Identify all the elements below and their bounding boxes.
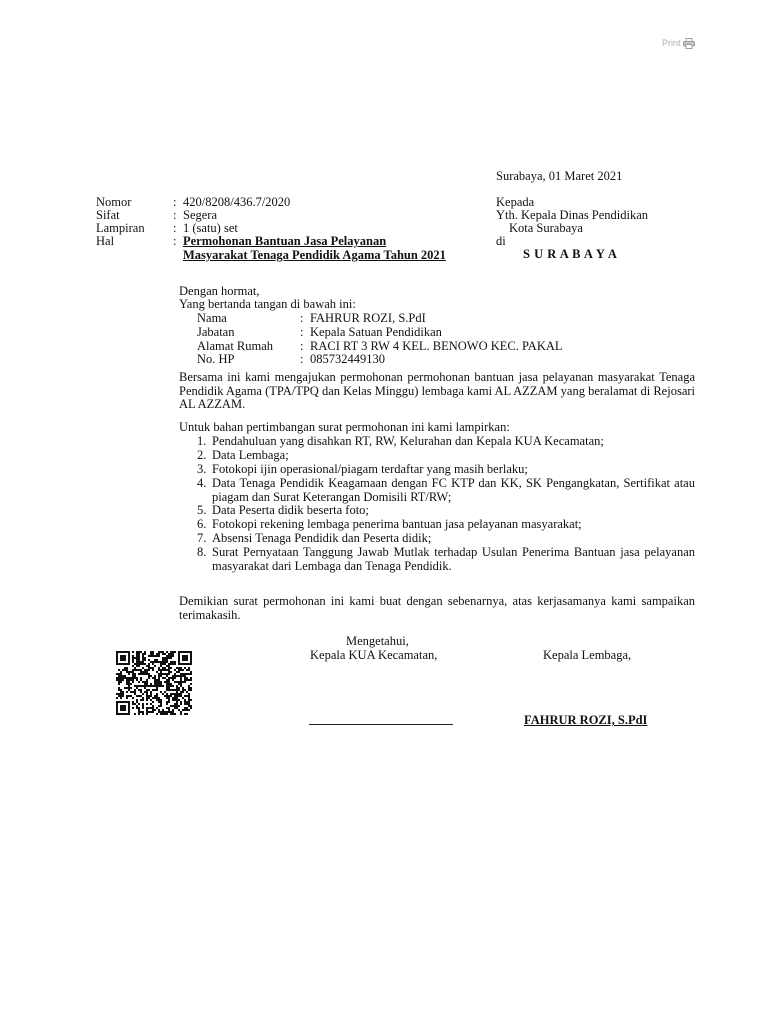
field-value-hal-line1: Permohonan Bantuan Jasa Pelayanan <box>183 234 387 248</box>
sig-lembaga-title: Kepala Lembaga, <box>543 648 632 662</box>
identity-label-jabatan: Jabatan <box>197 325 235 339</box>
list-item <box>197 435 695 449</box>
field-label-nomor: Nomor <box>96 195 132 209</box>
list-text: Data Peserta didik beserta foto; <box>212 503 369 517</box>
attachments-intro: Untuk bahan pertimbangan surat permohonan ini kami lampirkan: <box>179 420 510 434</box>
field-label-sifat: Sifat <box>96 208 120 222</box>
letter-date: Surabaya, 01 Maret 2021 <box>496 169 623 183</box>
list-number: 8. <box>197 545 207 559</box>
identity-value-hp: 085732449130 <box>310 352 385 366</box>
list-text: Surat Pernyataan Tanggung Jawab Mutlak terhadap Usulan Penerima Bantuan jasa pelayanan masyarakat dari Lembaga dan Tenaga Pendidik. <box>212 545 695 573</box>
sig-kua-title: Kepala KUA Kecamatan, <box>310 648 438 662</box>
field-colon: : <box>173 208 177 222</box>
list-text: Data Lembaga; <box>212 448 289 462</box>
list-number: 5. <box>197 503 207 517</box>
closing-paragraph: Demikian surat permohonan ini kami buat dengan sebenarnya, atas kerjasamanya kami sampaikan terimakasih. <box>179 594 695 622</box>
field-colon: : <box>173 195 177 209</box>
recipient-kepada: Kepada <box>496 195 535 209</box>
field-value-lampiran: 1 (satu) set <box>183 221 238 235</box>
list-item <box>197 504 695 518</box>
recipient-di: di <box>496 234 506 248</box>
identity-value-nama: FAHRUR ROZI, S.PdI <box>310 311 426 325</box>
printer-icon <box>683 38 695 49</box>
list-item <box>197 546 695 573</box>
list-number: 6. <box>197 517 207 531</box>
recipient-yth: Yth. Kepala Dinas Pendidikan <box>496 208 649 222</box>
signer-name: FAHRUR ROZI, S.PdI <box>524 713 648 727</box>
list-number: 1. <box>197 434 207 448</box>
salutation: Dengan hormat, <box>179 284 260 298</box>
list-number: 7. <box>197 531 207 545</box>
field-colon: : <box>173 234 177 248</box>
list-number: 2. <box>197 448 207 462</box>
list-item <box>197 532 695 546</box>
sig-mengetahui: Mengetahui, <box>346 634 409 648</box>
identity-colon: : <box>300 311 304 325</box>
identity-label-hp: No. HP <box>197 352 235 366</box>
identity-value-alamat: RACI RT 3 RW 4 KEL. BENOWO KEC. PAKAL <box>310 339 563 353</box>
field-value-sifat: Segera <box>183 208 218 222</box>
list-text: Data Tenaga Pendidik Keagamaan dengan FC KTP dan KK, SK Pengangkatan, Sertifikat atau piagam dan Surat Keterangan Domisili RT/RW; <box>212 476 695 504</box>
list-item <box>197 477 695 504</box>
print-label: Print <box>662 38 681 48</box>
list-text: Fotokopi rekening lembaga penerima bantuan jasa pelayanan masyarakat; <box>212 517 582 531</box>
list-number: 4. <box>197 476 207 490</box>
list-item <box>197 518 695 532</box>
identity-label-nama: Nama <box>197 311 227 325</box>
identity-colon: : <box>300 352 304 366</box>
identity-colon: : <box>300 325 304 339</box>
list-text: Absensi Tenaga Pendidik dan Peserta didik; <box>212 531 432 545</box>
identity-label-alamat: Alamat Rumah <box>197 339 274 353</box>
identity-colon: : <box>300 339 304 353</box>
list-text: Fotokopi ijin operasional/piagam terdaftar yang masih berlaku; <box>212 462 528 476</box>
list-number: 3. <box>197 462 207 476</box>
field-label-hal: Hal <box>96 234 115 248</box>
recipient-city: S U R A B A Y A <box>523 247 618 261</box>
list-item <box>197 449 695 463</box>
list-text: Pendahuluan yang disahkan RT, RW, Kelurahan dan Kepala KUA Kecamatan; <box>212 434 604 448</box>
qr-code <box>116 651 192 715</box>
body-paragraph: Bersama ini kami mengajukan permohonan permohonan bantuan jasa pelayanan masyarakat Tenaga Pendidik Agama (TPA/TPQ dan Kelas Minggu) lembaga kami AL AZZAM yang beralamat di Rejosari AL AZZAM. <box>179 370 695 411</box>
recipient-kota: Kota Surabaya <box>509 221 583 235</box>
field-colon: : <box>173 221 177 235</box>
intro-text: Yang bertanda tangan di bawah ini: <box>179 297 356 311</box>
print-link[interactable] <box>662 37 695 51</box>
kua-signature-line <box>309 724 453 725</box>
list-item <box>197 463 695 477</box>
field-label-lampiran: Lampiran <box>96 221 145 235</box>
identity-value-jabatan: Kepala Satuan Pendidikan <box>310 325 442 339</box>
field-value-hal-line2: Masyarakat Tenaga Pendidik Agama Tahun 2021 <box>183 248 446 262</box>
field-value-nomor: 420/8208/436.7/2020 <box>183 195 291 209</box>
